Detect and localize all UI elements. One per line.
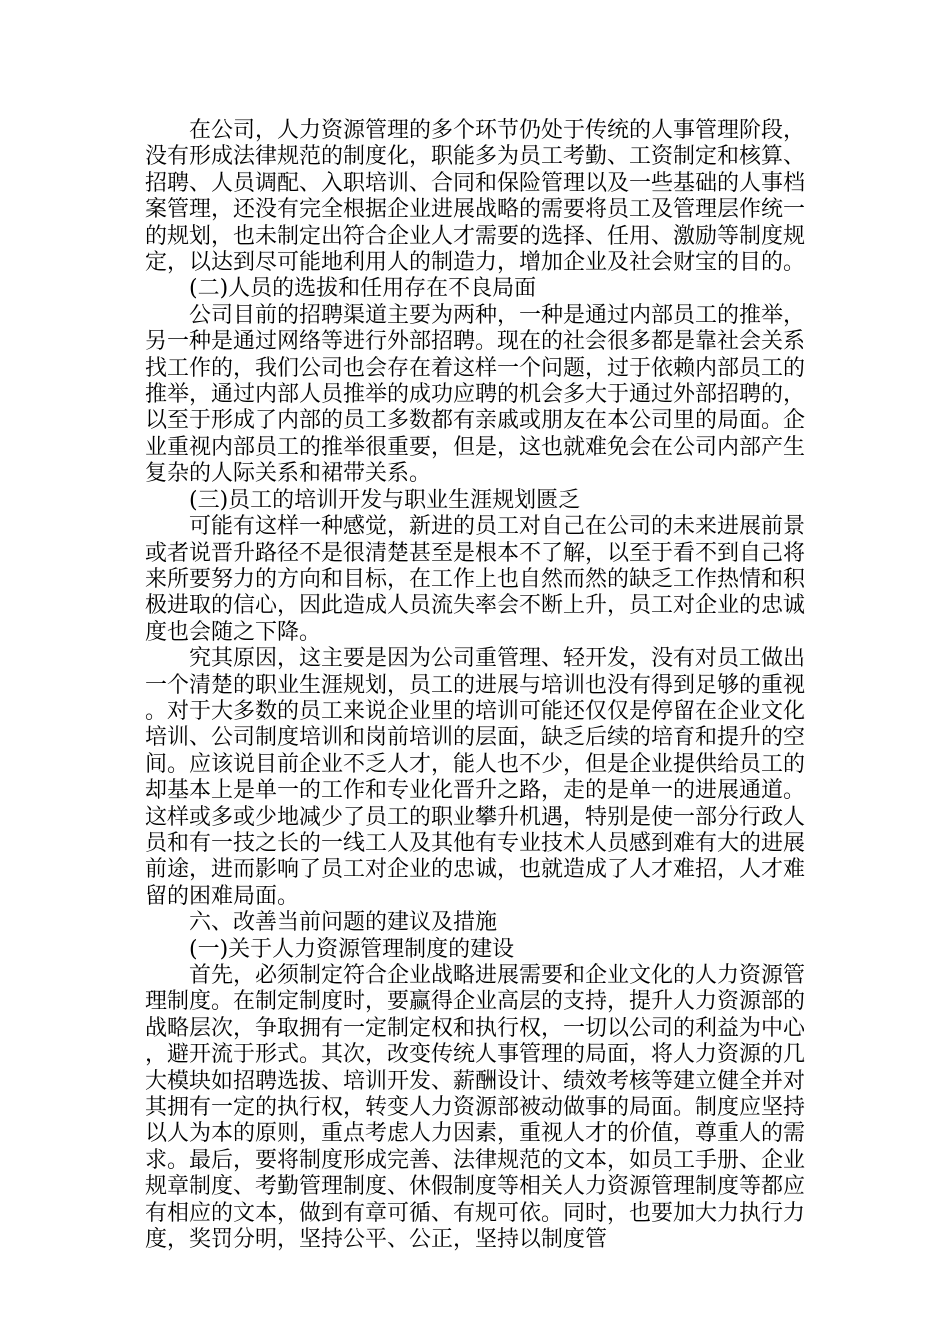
- heading-section-six: 六、改善当前问题的建议及措施: [189, 910, 498, 936]
- heading-selection-appointment: (二)人员的选拔和任用存在不良局面: [189, 276, 537, 302]
- paragraph-new-employee-career: 可能有这样一种感觉，新进的员工对自己在公司的未来进展前景或者说晋升路径不是很清楚甚至是根本不了解，以至于看不到自己将来所要努力的方向和目标，在工作上也自然而然的缺乏工作热情和积极进取的信心，因此造成人员流失率会不断上升，员工对企业的忠诚度也会随之下降。: [145, 514, 806, 645]
- heading-training-career-planning: (三)员工的培训开发与职业生涯规划匮乏: [189, 487, 581, 513]
- paragraph-system-recommendations: 首先，必须制定符合企业战略进展需要和企业文化的人力资源管理制度。在制定制度时，要赢得企业高层的支持，提升人力资源部的战略层次，争取拥有一定制定权和执行权，一切以公司的利益为中心，避开流于形式。其次，改变传统人事管理的局面，将人力资源的几大模块如招聘选拔、培训开发、薪酬设计、绩效考核等建立健全并对其拥有一定的执行权，转变人力资源部被动做事的局面。制度应坚持以人为本的原则，重点考虑人力因素，重视人才的价值，尊重人的需求。最后，要将制度形成完善、法律规范的文本，如员工手册、企业规章制度、考勤管理制度、休假制度等相关人力资源管理制度等都应有相应的文本，做到有章可循、有规可依。同时，也要加大力执行力度，奖罚分明，坚持公平、公正，坚持以制度管: [145, 963, 806, 1253]
- heading-hr-system-construction: (一)关于人力资源管理制度的建设: [189, 936, 515, 962]
- paragraph-hr-system-status: 在公司，人力资源管理的多个环节仍处于传统的人事管理阶段，没有形成法律规范的制度化，职能多为员工考勤、工资制定和核算、招聘、人员调配、入职培训、合同和保险管理以及一些基础的人事档案管理，还没有完全根据企业进展战略的需要将员工及管理层作统一的规划，也未制定出符合企业人才需要的选择、任用、激励等制度规定，以达到尽可能地利用人的制造力，增加企业及社会财宝的目的。: [145, 118, 806, 276]
- paragraph-root-cause: 究其原因，这主要是因为公司重管理、轻开发，没有对员工做出一个清楚的职业生涯规划，员工的进展与培训也没有得到足够的重视。对于大多数的员工来说企业里的培训可能还仅仅是停留在企业文化培训、公司制度培训和岗前培训的层面，缺乏后续的培育和提升的空间。应该说目前企业不乏人才，能人也不少，但是企业提供给员工的却基本上是单一的工作和专业化晋升之路，走的是单一的进展通道。这样或多或少地减少了员工的职业攀升机遇，特别是使一部分行政人员和有一技之长的一线工人及其他有专业技术人员感到难有大的进展前途，进而影响了员工对企业的忠诚，也就造成了人才难招，人才难留的困难局面。: [145, 646, 806, 909]
- document-page: [145, 118, 805, 1253]
- paragraph-recruitment-channels: 公司目前的招聘渠道主要为两种，一种是通过内部员工的推举，另一种是通过网络等进行外部招聘。现在的社会很多都是靠社会关系找工作的，我们公司也会存在着这样一个问题，过于依赖内部员工的推举，通过内部人员推举的成功应聘的机会多大于通过外部招聘的，以至于形成了内部的员工多数都有亲戚或朋友在本公司里的局面。企业重视内部员工的推举很重要，但是，这也就难免会在公司内部产生复杂的人际关系和裙带关系。: [145, 302, 806, 487]
